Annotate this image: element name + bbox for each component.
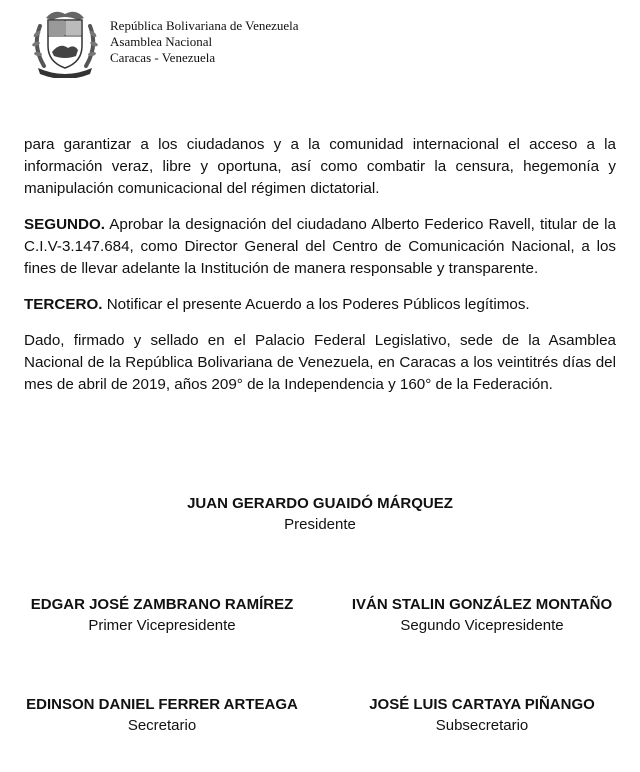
signatory-role: Presidente: [284, 516, 356, 533]
document-body: [24, 134, 616, 410]
signatory-role: Subsecretario: [435, 717, 529, 734]
signature-subsecretary: [322, 694, 640, 736]
signature-secretary: [2, 694, 322, 736]
paragraph-continuation: para garantizar a los ciudadanos y a la comunidad internacional el acceso a la información veraz, libre y oportuna, así como combatir la censura, hegemonía y manipulación comunicacional del régimen dictatorial.: [24, 136, 616, 197]
letterhead: [30, 6, 430, 80]
signature-president: [160, 493, 480, 535]
segundo-label: SEGUNDO.: [24, 216, 106, 233]
tercero-label: TERCERO.: [24, 296, 103, 313]
paragraph-tercero: [24, 294, 616, 316]
signatory-role: Segundo Vicepresidente: [400, 617, 564, 634]
signatory-name: EDINSON DANIEL FERRER ARTEAGA: [26, 696, 298, 713]
signature-second-vp: [322, 594, 640, 636]
segundo-text: Aprobar la designación del ciudadano Alberto Federico Ravell, titular de la C.I.V-3.147.684, como Director General del Centro de Comunicación Nacional, a los fines de llevar adelante la Institución de manera responsable y transparente.: [24, 216, 616, 277]
signatory-role: Primer Vicepresidente: [88, 617, 236, 634]
header-city: Caracas - Venezuela: [110, 50, 216, 65]
signatory-name: EDGAR JOSÉ ZAMBRANO RAMÍREZ: [30, 596, 294, 613]
coat-of-arms-icon: [30, 6, 100, 78]
paragraph-segundo: [24, 214, 616, 280]
letterhead-text: [110, 18, 299, 66]
header-country: República Bolivariana de Venezuela: [110, 18, 299, 33]
paragraph-dado: Dado, firmado y sellado en el Palacio Federal Legislativo, sede de la Asamblea Nacional de la República Bolivariana de Venezuela, en Caracas a los veintitrés días del mes de abril de 2019, años 209° de la Independencia y 160° de la Federación.: [24, 332, 616, 393]
signatory-name: JUAN GERARDO GUAIDÓ MÁRQUEZ: [187, 495, 453, 512]
signature-first-vp: [2, 594, 322, 636]
tercero-text: Notificar el presente Acuerdo a los Poderes Públicos legítimos.: [106, 296, 530, 313]
header-institution: Asamblea Nacional: [110, 34, 213, 49]
signatory-name: JOSÉ LUIS CARTAYA PIÑANGO: [369, 696, 595, 713]
signatory-name: IVÁN STALIN GONZÁLEZ MONTAÑO: [351, 596, 613, 613]
signatory-role: Secretario: [127, 717, 197, 734]
